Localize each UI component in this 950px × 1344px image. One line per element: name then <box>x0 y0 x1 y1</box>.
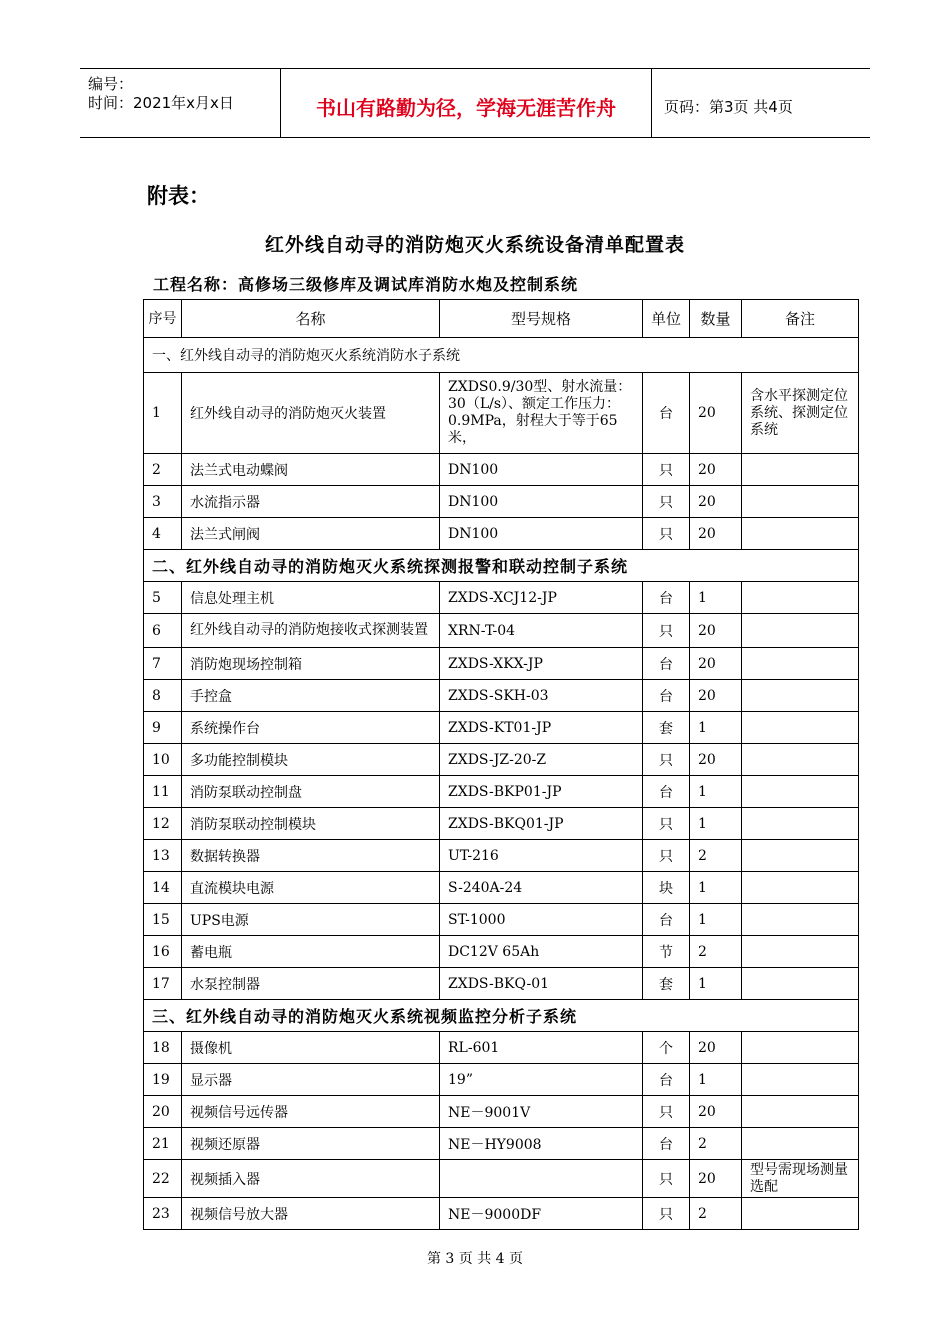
cell-remark <box>742 486 859 518</box>
cell-remark <box>742 648 859 680</box>
cell-model: ZXDS-XCJ12-JP <box>440 582 643 614</box>
project-name: 工程名称：高修场三级修库及调试库消防水炮及控制系统 <box>153 275 579 294</box>
cell-remark <box>742 1128 859 1160</box>
cell-model: ZXDS-BKQ-01 <box>440 968 643 1000</box>
section-3-title: 三、红外线自动寻的消防炮灭火系统视频监控分析子系统 <box>144 1000 859 1032</box>
cell-unit: 套 <box>643 712 690 744</box>
cell-no: 13 <box>144 840 182 872</box>
header-motto: 书山有路勤为径，学海无涯苦作舟 <box>316 95 616 120</box>
cell-remark <box>742 582 859 614</box>
cell-no: 14 <box>144 872 182 904</box>
cell-model: ZXDS0.9/30型、射水流量：30（L/s）、额定工作压力：0.9MPa，射程大于等于65米， <box>440 373 643 454</box>
cell-remark <box>742 1198 859 1230</box>
cell-unit: 台 <box>643 680 690 712</box>
header-model: 型号规格 <box>440 300 643 338</box>
cell-unit: 块 <box>643 872 690 904</box>
cell-model: ZXDS-JZ-20-Z <box>440 744 643 776</box>
table-row <box>144 808 859 840</box>
cell-model: ZXDS-XKX-JP <box>440 648 643 680</box>
section-row <box>144 550 859 582</box>
cell-name: 视频插入器 <box>182 1160 440 1198</box>
cell-model: DC12V 65Ah <box>440 936 643 968</box>
table-row <box>144 1198 859 1230</box>
header-name: 名称 <box>182 300 440 338</box>
cell-qty: 1 <box>690 904 742 936</box>
table-row <box>144 486 859 518</box>
cell-name: 摄像机 <box>182 1032 440 1064</box>
table-row <box>144 582 859 614</box>
table-row <box>144 1064 859 1096</box>
cell-model: XRN-T-04 <box>440 614 643 648</box>
cell-name: 红外线自动寻的消防炮接收式探测装置 <box>182 614 440 648</box>
cell-no: 17 <box>144 968 182 1000</box>
cell-model: ZXDS-BKQ01-JP <box>440 808 643 840</box>
cell-no: 12 <box>144 808 182 840</box>
cell-unit: 个 <box>643 1032 690 1064</box>
cell-name: 视频信号放大器 <box>182 1198 440 1230</box>
table-row <box>144 904 859 936</box>
cell-qty: 20 <box>690 1160 742 1198</box>
cell-no: 11 <box>144 776 182 808</box>
cell-remark <box>742 744 859 776</box>
header-qty: 数量 <box>690 300 742 338</box>
cell-no: 22 <box>144 1160 182 1198</box>
cell-qty: 1 <box>690 872 742 904</box>
cell-remark <box>742 840 859 872</box>
cell-qty: 20 <box>690 680 742 712</box>
cell-no: 21 <box>144 1128 182 1160</box>
page-footer: 第 3 页 共 4 页 <box>426 1251 524 1267</box>
cell-qty: 20 <box>690 648 742 680</box>
cell-name: 显示器 <box>182 1064 440 1096</box>
equipment-table <box>143 299 859 1230</box>
header-remark: 备注 <box>742 300 859 338</box>
cell-model: NE－9000DF <box>440 1198 643 1230</box>
cell-qty: 1 <box>690 1064 742 1096</box>
cell-remark <box>742 454 859 486</box>
cell-no: 2 <box>144 454 182 486</box>
cell-no: 7 <box>144 648 182 680</box>
header-unit: 单位 <box>643 300 690 338</box>
cell-model: ZXDS-BKP01-JP <box>440 776 643 808</box>
cell-qty: 20 <box>690 744 742 776</box>
cell-unit: 只 <box>643 486 690 518</box>
cell-remark <box>742 712 859 744</box>
cell-name: 消防泵联动控制模块 <box>182 808 440 840</box>
cell-no: 16 <box>144 936 182 968</box>
document-title: 红外线自动寻的消防炮灭火系统设备清单配置表 <box>264 234 685 256</box>
cell-name: UPS电源 <box>182 904 440 936</box>
cell-unit: 套 <box>643 968 690 1000</box>
table-row <box>144 614 859 648</box>
cell-remark <box>742 904 859 936</box>
cell-model: NE－HY9008 <box>440 1128 643 1160</box>
cell-model: ZXDS-SKH-03 <box>440 680 643 712</box>
table-row <box>144 1128 859 1160</box>
cell-unit: 只 <box>643 454 690 486</box>
cell-name: 水流指示器 <box>182 486 440 518</box>
table-row <box>144 373 859 454</box>
cell-name: 数据转换器 <box>182 840 440 872</box>
table-header-row <box>144 300 859 338</box>
cell-name: 消防泵联动控制盘 <box>182 776 440 808</box>
cell-qty: 1 <box>690 968 742 1000</box>
cell-no: 5 <box>144 582 182 614</box>
cell-qty: 1 <box>690 582 742 614</box>
cell-unit: 台 <box>643 1064 690 1096</box>
cell-unit: 台 <box>643 904 690 936</box>
appendix-label: 附表： <box>147 184 210 208</box>
table-row <box>144 1032 859 1064</box>
cell-unit: 只 <box>643 518 690 550</box>
table-row <box>144 454 859 486</box>
cell-name: 视频信号远传器 <box>182 1096 440 1128</box>
cell-unit: 节 <box>643 936 690 968</box>
cell-model: RL-601 <box>440 1032 643 1064</box>
cell-no: 9 <box>144 712 182 744</box>
cell-name: 蓄电瓶 <box>182 936 440 968</box>
section-2-title: 二、红外线自动寻的消防炮灭火系统探测报警和联动控制子系统 <box>144 550 859 582</box>
cell-no: 3 <box>144 486 182 518</box>
cell-model: NE－9001V <box>440 1096 643 1128</box>
header-motto-cell <box>281 69 652 137</box>
cell-remark <box>742 776 859 808</box>
cell-model: DN100 <box>440 518 643 550</box>
cell-remark <box>742 968 859 1000</box>
cell-model: 19” <box>440 1064 643 1096</box>
header-no: 序号 <box>144 300 182 338</box>
cell-unit: 只 <box>643 1198 690 1230</box>
cell-qty: 20 <box>690 1096 742 1128</box>
cell-qty: 1 <box>690 808 742 840</box>
cell-name: 信息处理主机 <box>182 582 440 614</box>
cell-remark <box>742 936 859 968</box>
cell-remark <box>742 680 859 712</box>
cell-no: 18 <box>144 1032 182 1064</box>
cell-unit: 只 <box>643 1096 690 1128</box>
header-meta <box>80 69 281 137</box>
table-row <box>144 968 859 1000</box>
cell-name: 视频还原器 <box>182 1128 440 1160</box>
table-row <box>144 872 859 904</box>
cell-qty: 2 <box>690 1198 742 1230</box>
cell-name: 手控盒 <box>182 680 440 712</box>
table-row <box>144 936 859 968</box>
cell-remark <box>742 808 859 840</box>
cell-qty: 2 <box>690 936 742 968</box>
cell-name: 法兰式电动蝶阀 <box>182 454 440 486</box>
table-row <box>144 680 859 712</box>
cell-name: 红外线自动寻的消防炮灭火装置 <box>182 373 440 454</box>
cell-name: 系统操作台 <box>182 712 440 744</box>
cell-remark: 含水平探测定位系统、探测定位系统 <box>742 373 859 454</box>
cell-no: 20 <box>144 1096 182 1128</box>
cell-qty: 20 <box>690 518 742 550</box>
cell-remark <box>742 1032 859 1064</box>
cell-remark: 型号需现场测量选配 <box>742 1160 859 1198</box>
cell-remark <box>742 1096 859 1128</box>
cell-no: 19 <box>144 1064 182 1096</box>
cell-qty: 20 <box>690 454 742 486</box>
cell-unit: 只 <box>643 840 690 872</box>
cell-qty: 20 <box>690 486 742 518</box>
section-row <box>144 1000 859 1032</box>
cell-name: 直流模块电源 <box>182 872 440 904</box>
cell-qty: 20 <box>690 1032 742 1064</box>
cell-unit: 只 <box>643 744 690 776</box>
header-page-label: 页码：第3页 共4页 <box>664 97 793 116</box>
section-1-title: 一、红外线自动寻的消防炮灭火系统消防水子系统 <box>144 338 859 373</box>
cell-qty: 20 <box>690 373 742 454</box>
cell-unit: 台 <box>643 582 690 614</box>
cell-no: 10 <box>144 744 182 776</box>
cell-unit: 台 <box>643 648 690 680</box>
cell-remark <box>742 518 859 550</box>
table-row <box>144 648 859 680</box>
cell-model: DN100 <box>440 454 643 486</box>
number-label: 编号： <box>88 75 134 93</box>
cell-name: 水泵控制器 <box>182 968 440 1000</box>
cell-unit: 只 <box>643 808 690 840</box>
cell-remark <box>742 1064 859 1096</box>
table-row <box>144 712 859 744</box>
cell-no: 23 <box>144 1198 182 1230</box>
cell-unit: 只 <box>643 1160 690 1198</box>
header-page-cell <box>652 69 870 137</box>
table-row <box>144 518 859 550</box>
cell-model: DN100 <box>440 486 643 518</box>
cell-qty: 2 <box>690 1128 742 1160</box>
cell-model: ST-1000 <box>440 904 643 936</box>
cell-unit: 台 <box>643 373 690 454</box>
cell-unit: 台 <box>643 776 690 808</box>
table-row <box>144 1096 859 1128</box>
cell-qty: 1 <box>690 776 742 808</box>
cell-model: UT-216 <box>440 840 643 872</box>
cell-remark <box>742 614 859 648</box>
cell-remark <box>742 872 859 904</box>
cell-model: S-240A-24 <box>440 872 643 904</box>
table-row <box>144 840 859 872</box>
table-body <box>144 338 859 1230</box>
cell-qty: 2 <box>690 840 742 872</box>
cell-model: ZXDS-KT01-JP <box>440 712 643 744</box>
section-row <box>144 338 859 373</box>
cell-name: 法兰式闸阀 <box>182 518 440 550</box>
cell-no: 15 <box>144 904 182 936</box>
page-header <box>80 68 870 138</box>
cell-model <box>440 1160 643 1198</box>
cell-no: 1 <box>144 373 182 454</box>
cell-qty: 20 <box>690 614 742 648</box>
cell-unit: 只 <box>643 614 690 648</box>
cell-name: 多功能控制模块 <box>182 744 440 776</box>
table-row <box>144 744 859 776</box>
cell-no: 4 <box>144 518 182 550</box>
cell-no: 6 <box>144 614 182 648</box>
table-row <box>144 776 859 808</box>
cell-no: 8 <box>144 680 182 712</box>
cell-unit: 台 <box>643 1128 690 1160</box>
cell-name: 消防炮现场控制箱 <box>182 648 440 680</box>
cell-qty: 1 <box>690 712 742 744</box>
table-row <box>144 1160 859 1198</box>
time-label: 时间：2021年x月x日 <box>88 94 234 112</box>
